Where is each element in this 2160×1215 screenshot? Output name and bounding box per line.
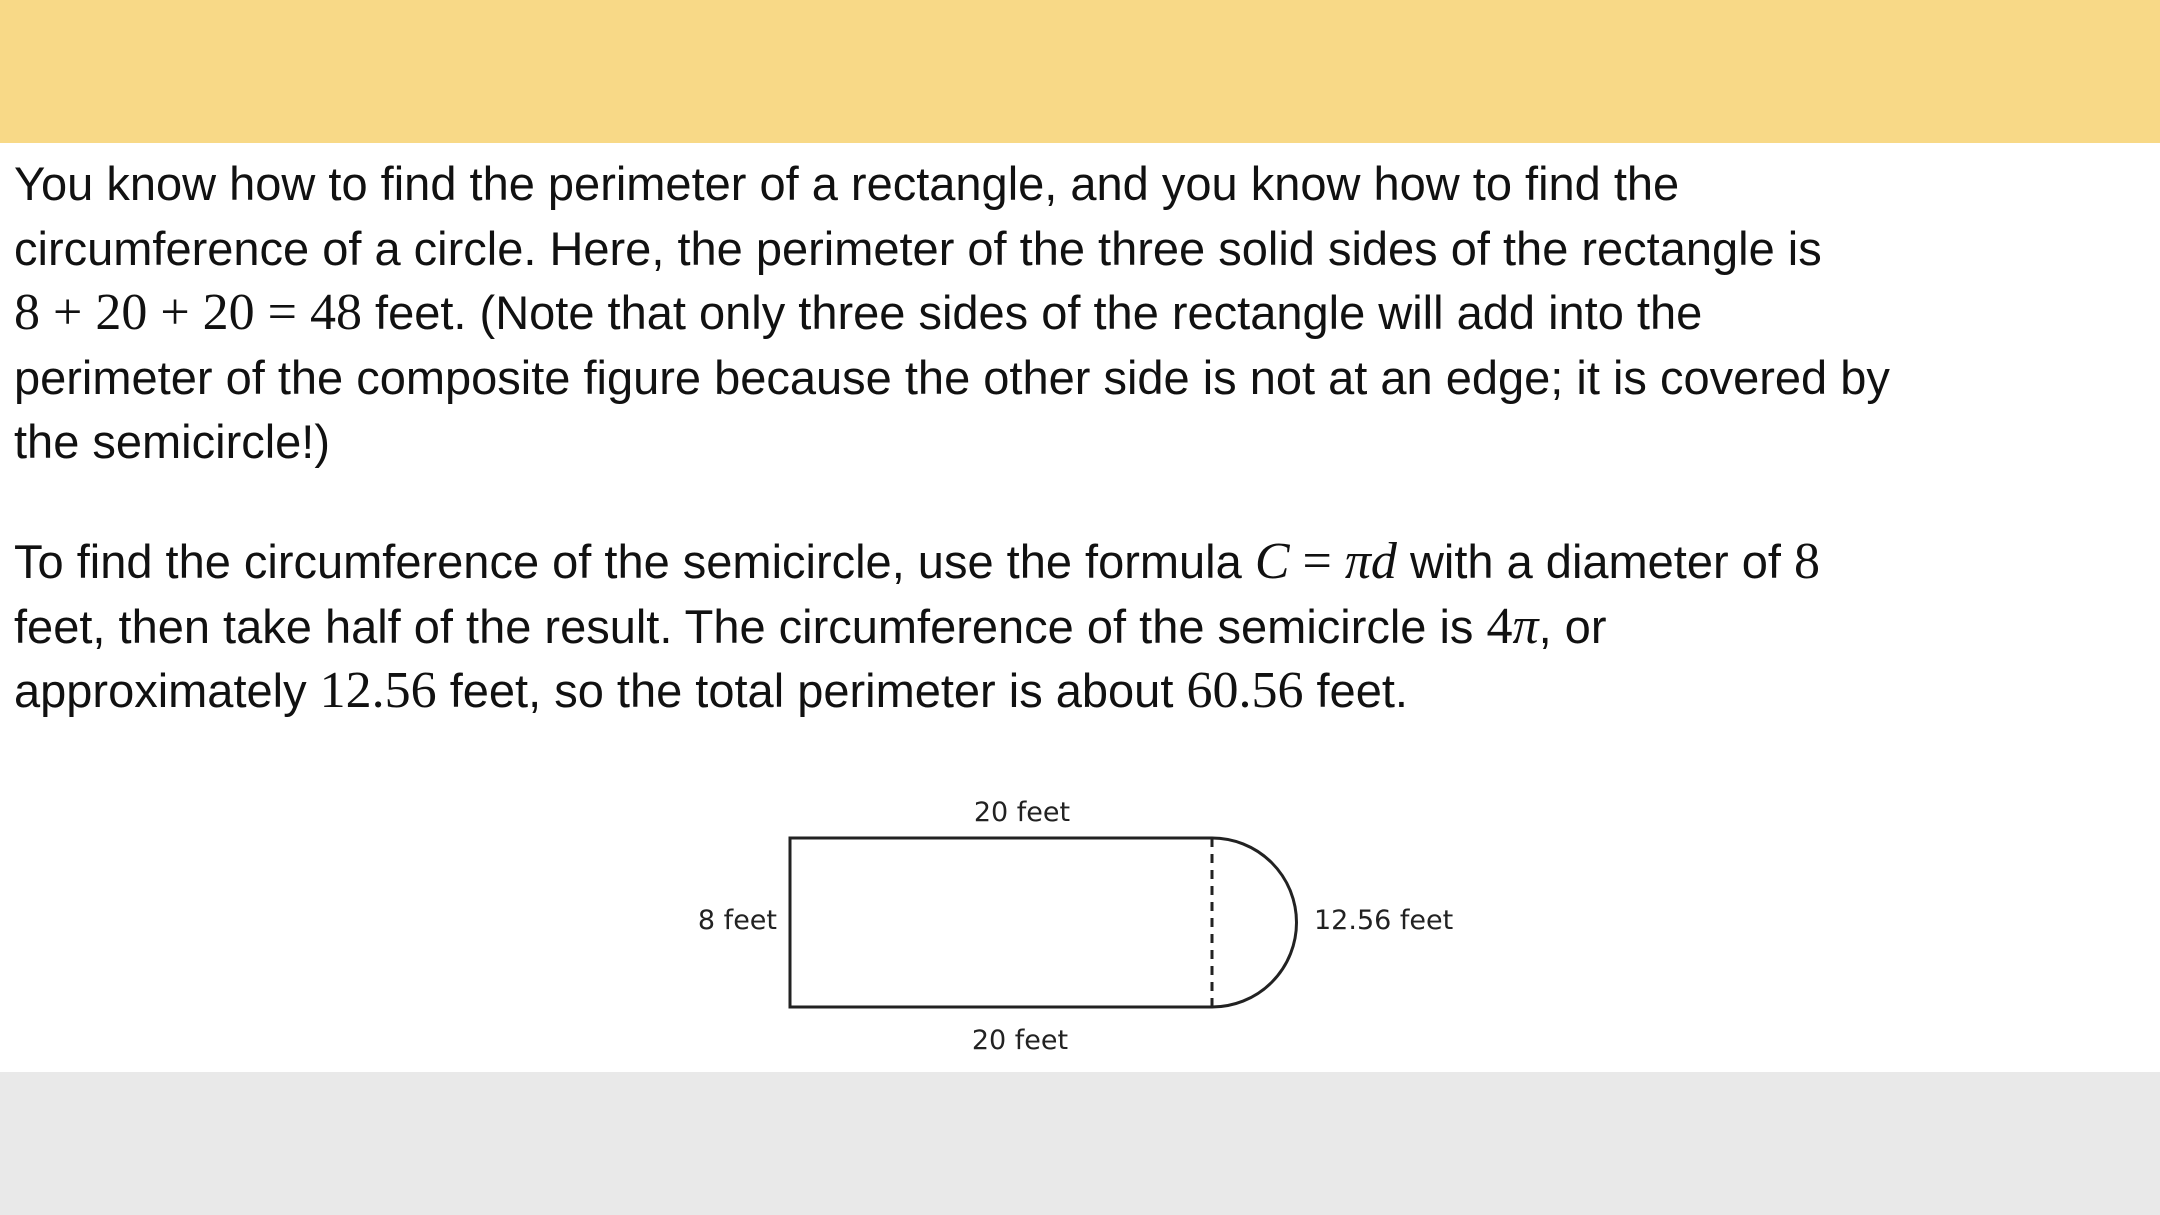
explanation-paragraph-2 bbox=[14, 530, 2154, 724]
arc-label: 12.56 feet bbox=[1314, 905, 1454, 936]
formula-equals: = bbox=[1289, 533, 1345, 590]
p2-line-3-c: feet. bbox=[1303, 664, 1408, 717]
total-perimeter-value: 60.56 bbox=[1186, 662, 1304, 719]
p2-line-2-b: , or bbox=[1538, 599, 1607, 653]
diameter-value: 8 bbox=[1793, 533, 1820, 590]
semicircle-pi: π bbox=[1512, 597, 1539, 655]
semicircle-approx-value: 12.56 bbox=[319, 662, 437, 719]
p2-line-1-b: with a diameter of bbox=[1396, 535, 1794, 588]
top-banner bbox=[0, 0, 2160, 143]
semicircle-coefficient: 4 bbox=[1486, 597, 1513, 655]
p1-line-1: You know how to find the perimeter of a rectangle, and you know how to find the bbox=[14, 157, 1680, 210]
explanation-paragraph-1 bbox=[14, 152, 2154, 475]
left-side-label: 8 feet bbox=[697, 905, 777, 936]
p1-line-3: feet. (Note that only three sides of the rectangle will add into the bbox=[361, 286, 1703, 339]
formula-c: C bbox=[1254, 533, 1290, 590]
bottom-side-label: 20 feet bbox=[971, 1025, 1069, 1056]
p1-line-5: the semicircle!) bbox=[14, 415, 331, 468]
formula-pi-d: πd bbox=[1344, 533, 1397, 590]
p1-line-2: circumference of a circle. Here, the perimeter of the three solid sides of the rectangle is bbox=[14, 221, 1822, 275]
p2-line-2-a: feet, then take half of the result. The circumference of the semicircle is bbox=[14, 599, 1487, 653]
p1-line-4: perimeter of the composite figure because the other side is not at an edge; it is covered by bbox=[14, 350, 1890, 404]
p2-line-3-b: feet, so the total perimeter is about bbox=[436, 664, 1187, 717]
bottom-band bbox=[0, 1072, 2160, 1215]
perimeter-equation: 8 + 20 + 20 = 48 bbox=[14, 284, 362, 341]
p2-line-3-a: approximately bbox=[14, 664, 320, 717]
p2-line-1-a: To find the circumference of the semicircle, use the formula bbox=[14, 535, 1255, 588]
top-side-label: 20 feet bbox=[973, 797, 1071, 828]
